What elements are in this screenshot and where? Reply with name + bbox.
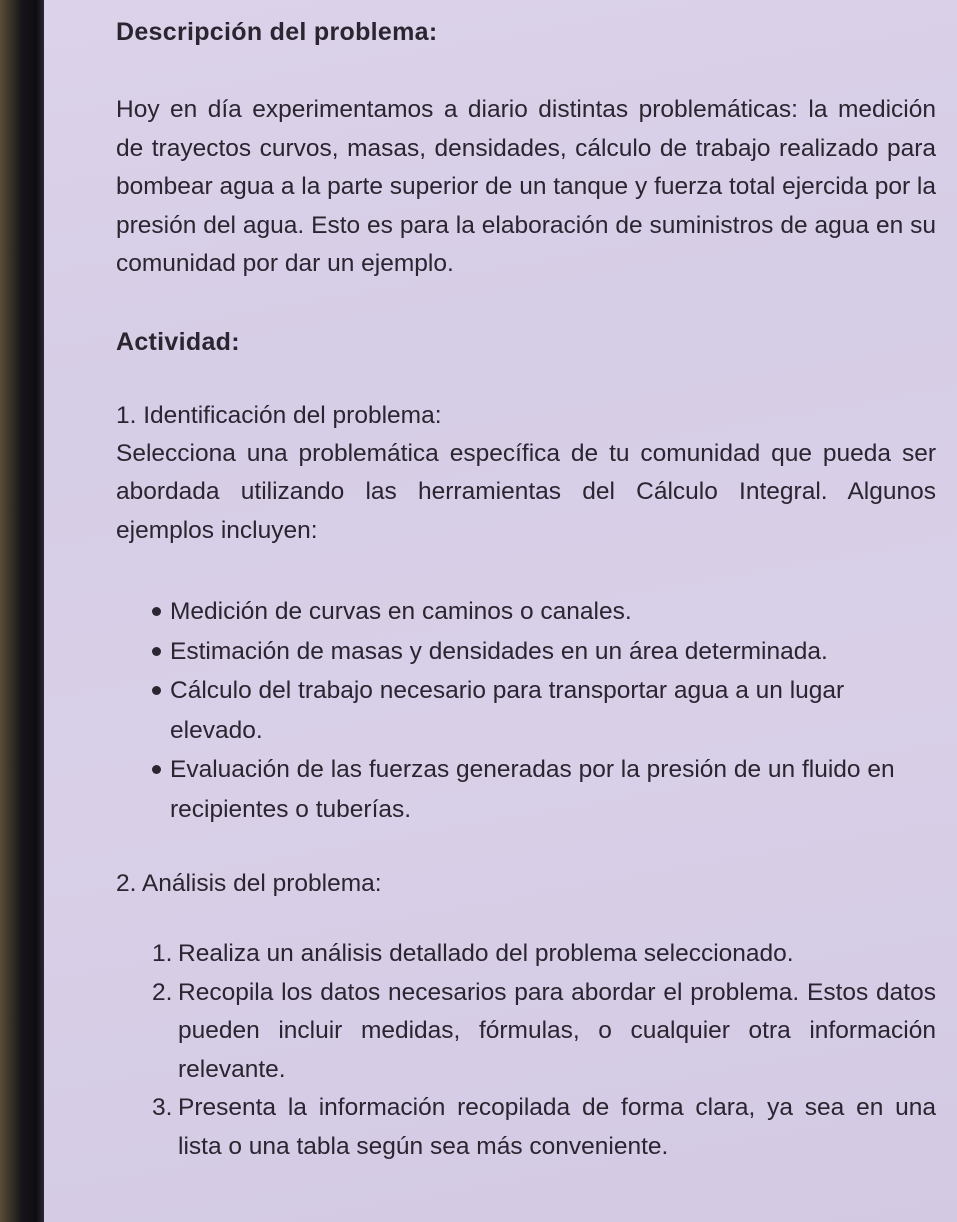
list-item: Estimación de masas y densidades en un área determinada. bbox=[152, 632, 936, 672]
list-item bbox=[152, 935, 936, 974]
document-content bbox=[116, 18, 936, 1166]
problem-description-text: Hoy en día experimentamos a diario distintas problemáticas: la medición de trayectos curvos, masas, densidades, cálculo de trabajo realizado para bombear agua a la parte superior de un tanque y fuerza total ejercida por la presión del agua. Esto es para la elaboración de suministros de agua en su comunidad por dar un ejemplo. bbox=[116, 96, 936, 277]
section-1-text: Selecciona una problemática específica de tu comunidad que pueda ser abordada utilizando las herramientas del Cálculo Integral. Algunos ejemplos incluyen: bbox=[116, 439, 936, 544]
examples-list bbox=[116, 592, 936, 829]
list-item: Cálculo del trabajo necesario para transportar agua a un lugar elevado. bbox=[152, 671, 936, 750]
problem-description-heading: Descripción del problema: bbox=[116, 18, 438, 46]
list-item bbox=[152, 974, 936, 1090]
step-number: 2. bbox=[152, 978, 173, 1006]
activity-heading: Actividad: bbox=[116, 327, 240, 356]
document-screen bbox=[44, 0, 957, 1222]
step-text: Recopila los datos necesarios para abordar el problema. Estos datos pueden incluir medidas, fórmulas, o cualquier otra información relevante. bbox=[178, 978, 936, 1083]
step-number: 3. bbox=[152, 1094, 173, 1121]
section-2-title: 2. Análisis del problema: bbox=[116, 870, 382, 897]
analysis-steps-list bbox=[116, 935, 936, 1166]
step-text: Presenta la información recopilada de forma clara, ya sea en una lista o una tabla según sea más conveniente. bbox=[178, 1094, 936, 1160]
step-text: Realiza un análisis detallado del problema seleccionado. bbox=[178, 940, 794, 967]
list-item: Medición de curvas en caminos o canales. bbox=[152, 592, 936, 632]
list-item bbox=[152, 1089, 936, 1166]
device-bezel bbox=[0, 0, 44, 1222]
step-number: 1. bbox=[152, 940, 173, 967]
list-item: Evaluación de las fuerzas generadas por la presión de un fluido en recipientes o tuberías. bbox=[152, 750, 936, 829]
section-1-title: 1. Identificación del problema: bbox=[116, 401, 442, 429]
